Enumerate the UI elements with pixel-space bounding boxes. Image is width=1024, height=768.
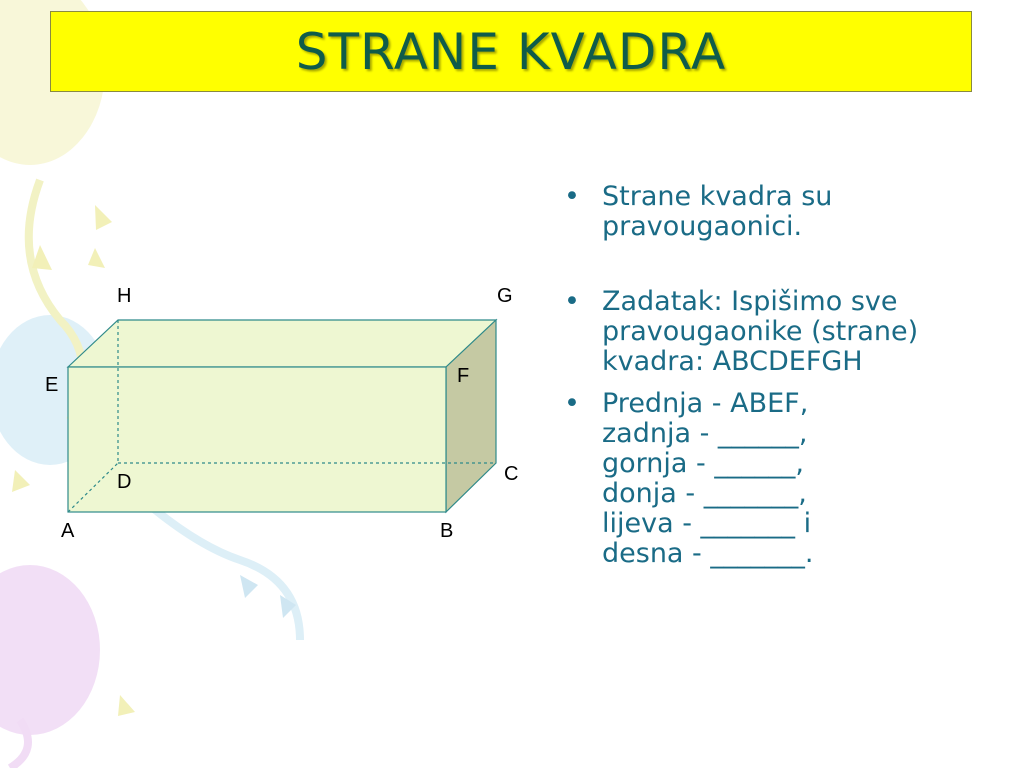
bullet-line-desna: desna - _______. (602, 538, 814, 569)
bullet-line-gornja: gornja - ______, (602, 448, 804, 479)
bullet-line-zadnja: zadnja - ______, (602, 418, 808, 449)
bullet-marker: • (564, 181, 580, 212)
bullet-line-donja: donja - _______, (602, 478, 807, 509)
bullet-marker: • (564, 286, 580, 317)
slide-title: STRANE KVADRA (295, 22, 727, 81)
bullet-item-1 (562, 182, 962, 242)
bullet-item-2 (562, 287, 962, 377)
bullet-marker: • (564, 388, 580, 419)
bullet-list (562, 182, 962, 569)
bullet-text-2: Zadatak: Ispišimo sve pravougaonike (strane) kvadra: ABCDEFGH (602, 286, 919, 377)
vertex-label-h: H (117, 285, 132, 307)
vertex-label-a: A (61, 520, 75, 542)
bullet-item-3 (562, 389, 962, 569)
bullet-line-lijeva: lijeva - _______ i (602, 508, 812, 539)
vertex-label-b: B (440, 520, 454, 542)
vertex-label-f: F (457, 365, 470, 387)
vertex-label-e: E (45, 374, 59, 396)
vertex-label-g: G (497, 285, 513, 307)
vertex-label-c: C (504, 463, 519, 485)
vertex-label-d: D (117, 471, 132, 493)
cuboid-top-face (68, 320, 496, 367)
bullet-line-prednja: Prednja - ABEF, (602, 388, 809, 419)
bullet-text-1: Strane kvadra su pravougaonici. (602, 181, 833, 242)
